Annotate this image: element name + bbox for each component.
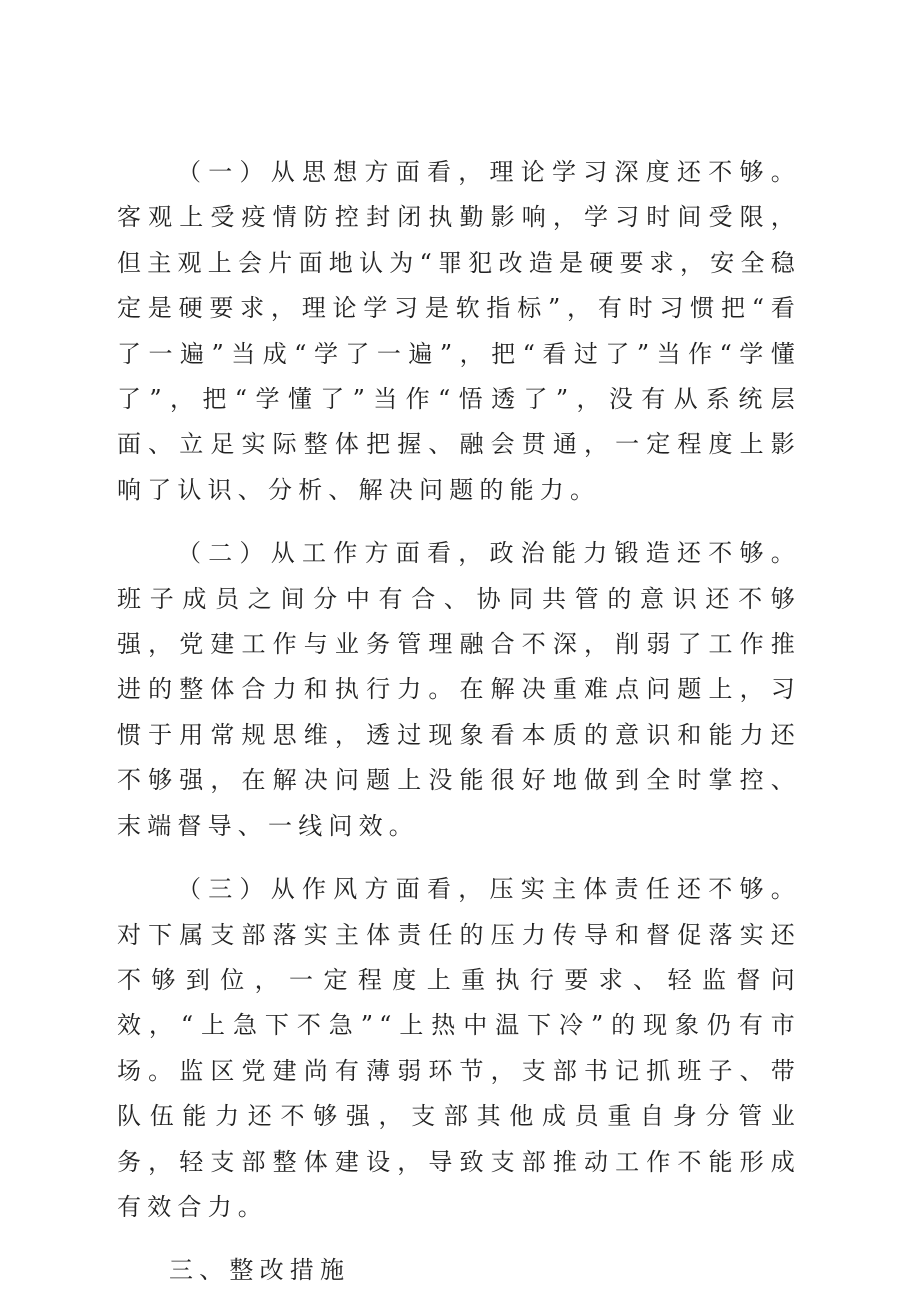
paragraph-thought: （一）从思想方面看，理论学习深度还不够。客观上受疫情防控封闭执勤影响，学习时间受限，但主观上会片面地认为“罪犯改造是硬要求，安全稳定是硬要求，理论学习是软指标”，有时习惯把“看了一遍”当成“学了一遍”，把“看过了”当作“学懂了”，把“学懂了”当作“悟透了”，没有从系统层面、立足实际整体把握、融会贯通，一定程度上影响了认识、分析、解决问题的能力。	[117, 158, 801, 504]
paragraph-style: （三）从作风方面看，压实主体责任还不够。对下属支部落实主体责任的压力传导和督促落实还不够到位，一定程度上重执行要求、轻监督问效，“上急下不急”“上热中温下冷”的现象仍有市场。监区党建尚有薄弱环节，支部书记抓班子、带队伍能力还不够强，支部其他成员重自身分管业务，轻支部整体建设，导致支部推动工作不能形成有效合力。	[117, 875, 801, 1221]
paragraph-work: （二）从工作方面看，政治能力锻造还不够。班子成员之间分中有合、协同共管的意识还不够强，党建工作与业务管理融合不深，削弱了工作推进的整体合力和执行力。在解决重难点问题上，习惯于用常规思维，透过现象看本质的意识和能力还不够强，在解决问题上没能很好地做到全时掌控、末端督导、一线问效。	[117, 539, 801, 840]
document-body	[117, 150, 801, 1294]
section-heading: 三、整改措施	[169, 1256, 351, 1285]
